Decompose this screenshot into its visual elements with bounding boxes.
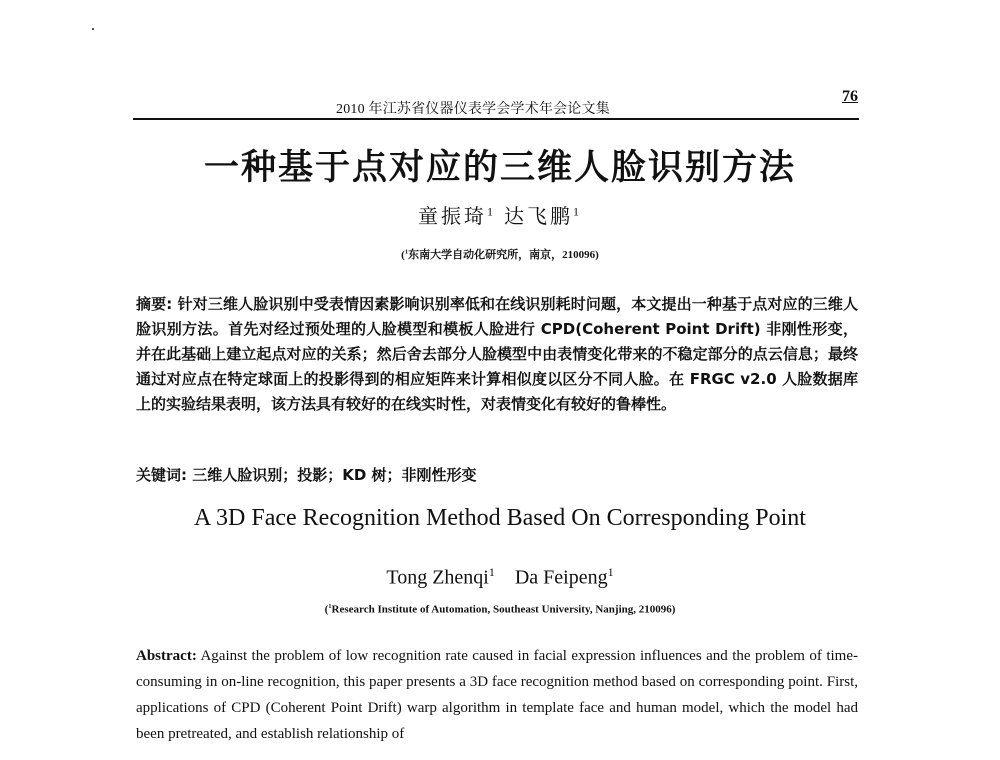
- affil-text: Research Institute of Automation, Southeast University, Nanjing, 210096: [331, 603, 672, 616]
- authors-english: [0, 565, 1000, 590]
- title-english: A 3D Face Recognition Method Based On Corresponding Point: [194, 505, 806, 531]
- abstract-label: 摘要:: [136, 295, 173, 313]
- affiliation-chinese: ($^1$东南大学自动化研究所，南京，210096): [401, 248, 599, 261]
- author-name: Da Feipeng: [514, 566, 608, 589]
- keywords-chinese: [136, 464, 477, 485]
- author-sup: 1: [607, 565, 614, 579]
- keywords-text: 三维人脸识别；投影；KD 树；非刚性形变: [192, 466, 477, 484]
- author-name: 达飞鹏: [504, 206, 573, 228]
- abstract-english: [136, 643, 858, 747]
- affil-sup: 1: [328, 603, 332, 610]
- scan-speck: [92, 28, 94, 30]
- author-name: Tong Zhenqi: [386, 566, 489, 589]
- keywords-label: 关键词:: [136, 466, 187, 484]
- page-number: 76: [842, 88, 858, 105]
- author-sup: 1: [487, 204, 496, 219]
- author-name: 童振琦: [418, 206, 487, 228]
- author-sup: 1: [488, 565, 495, 579]
- abstract-chinese: [136, 292, 858, 417]
- header-rule: [133, 118, 859, 120]
- proceedings-header: 2010 年江苏省仪器仪表学会学术年会论文集: [336, 102, 610, 117]
- abstract-text: Against the problem of low recognition rate caused in facial expression influences and the problem of time-consuming in on-line recognition, this paper presents a 3D face recognition method based on corresponding point. First, applications of CPD (Coherent Point Drift) warp algorithm in template face and human model, which the model had been pretreated, and establish relationship of: [136, 648, 858, 742]
- affiliation-english: ($^1$Research Institute of Automation, Southeast University, Nanjing, 210096): [324, 603, 676, 616]
- author-sup: 1: [573, 204, 582, 219]
- title-chinese: 一种基于点对应的三维人脸识别方法: [203, 148, 796, 188]
- affil-text: 东南大学自动化研究所，南京，210096: [408, 249, 596, 261]
- abstract-label: Abstract:: [136, 648, 197, 664]
- affil-sup: 1: [404, 248, 409, 256]
- abstract-text: 针对三维人脸识别中受表情因素影响识别率低和在线识别耗时问题，本文提出一种基于点对应的三维人脸识别方法。首先对经过预处理的人脸模型和模板人脸进行 CPD(Coherent Point Drift) 非刚性形变，并在此基础上建立起点对应的关系；然后舍去部分人脸模型中由表情变化带来的不稳定部分的点云信息；最终通过对应点在特定球面上的投影得到的相应矩阵来计算相似度以区分不同人脸。在 FRGC v2.0 人脸数据库上的实验结果表明，该方法具有较好的在线实时性，对表情变化有较好的鲁棒性。: [136, 295, 858, 413]
- authors-chinese: [0, 200, 1000, 229]
